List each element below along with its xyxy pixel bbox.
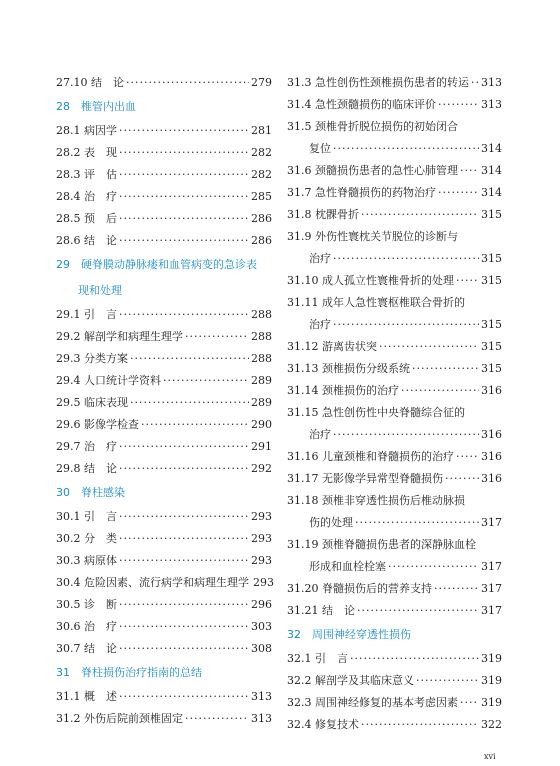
toc-page-number: 313 [481,76,502,89]
toc-entry-title: 28.6 结 论 [56,234,117,247]
toc-page-number: 314 [481,186,502,199]
toc-page-number: 315 [481,340,502,353]
toc-page-number: 314 [481,164,502,177]
dot-leader [119,436,249,458]
dot-leader [412,358,479,380]
toc-right-column [287,72,502,736]
dot-leader [355,512,479,534]
dot-leader [119,616,249,638]
toc-entry-title: 31.13 颈椎损伤分级系统 [287,362,410,375]
toc-entry-title: 31.4 急性颈髓损伤的临床评价 [287,98,436,111]
toc-entry[interactable] [287,138,502,160]
toc-page-number: 285 [251,190,272,203]
toc-entry[interactable] [56,142,272,164]
toc-entry-title: 29.8 结 论 [56,462,117,475]
toc-entry-title: 31.3 急性创伤性颈椎损伤患者的转运 [287,76,469,89]
dot-leader [333,314,479,336]
toc-page-number: 316 [481,450,502,463]
toc-entry-title: 32.3 周围神经修复的基本考虑因素 [287,696,458,709]
toc-entry[interactable] [287,512,502,534]
toc-page-number: 293 [253,576,274,589]
toc-entry[interactable] [56,616,272,638]
toc-page-number: 291 [251,440,272,453]
toc-entry-title: 复位 [309,142,331,155]
chapter-heading: 30 脊柱感染 [56,486,125,499]
toc-page-number: 322 [481,718,502,731]
toc-entry[interactable] [287,670,502,692]
toc-entry[interactable] [287,182,502,204]
toc-entry-title-line [287,116,502,138]
toc-entry-title: 28.3 评 估 [56,168,117,181]
toc-entry[interactable] [56,230,272,252]
toc-page-number: 317 [481,516,502,529]
toc-entry-title: 29.5 临床表现 [56,396,128,409]
dot-leader [333,424,479,446]
toc-page-number: 296 [251,598,272,611]
chapter-heading: 32 周围神经穿透性损伤 [287,628,411,641]
dot-leader [333,138,479,160]
toc-page-number: 319 [481,652,502,665]
toc-page-number: 303 [251,620,272,633]
toc-entry[interactable] [287,94,502,116]
toc-entry-title-line [287,490,502,512]
toc-entry[interactable] [56,572,272,594]
toc-entry[interactable] [287,468,502,490]
toc-entry-title-line [287,226,502,248]
toc-entry-title: 29.7 治 疗 [56,440,117,453]
toc-page-number: 281 [251,124,272,137]
toc-entry[interactable] [287,314,502,336]
toc-entry-title: 29.4 人口统计学资料 [56,374,161,387]
toc-entry-title: 29.6 影像学检查 [56,418,139,431]
toc-entry[interactable] [56,326,272,348]
toc-entry[interactable] [56,186,272,208]
toc-page-number: 316 [481,472,502,485]
toc-entry[interactable] [287,600,502,622]
toc-entry-title-line [287,402,502,424]
toc-entry-title: 28.4 治 疗 [56,190,117,203]
toc-entry-title: 31.2 外伤后院前颈椎固定 [56,712,183,725]
toc-page-number: 315 [481,318,502,331]
toc-page-number: 317 [481,582,502,595]
toc-entry[interactable] [287,446,502,468]
toc-entry[interactable] [287,270,502,292]
dot-leader [416,670,479,692]
dot-leader [460,160,479,182]
toc-page-number: 289 [251,374,272,387]
toc-page-number: 289 [251,396,272,409]
toc-entry-title: 治疗 [309,428,331,441]
toc-entry-title: 32.1 引 言 [287,652,348,665]
toc-entry[interactable] [56,348,272,370]
dot-leader [119,506,249,528]
toc-entry[interactable] [287,248,502,270]
dot-leader [126,72,249,94]
toc-entry-title: 31.11 成年人急性寰枢椎联合骨折的 [287,296,465,309]
dot-leader [163,370,249,392]
toc-entry-title: 30.5 诊 断 [56,598,117,611]
dot-leader [119,594,249,616]
toc-page-number: 313 [251,712,272,725]
toc-entry-title: 29.3 分类方案 [56,352,128,365]
toc-page-number: 315 [481,208,502,221]
toc-left-column [56,72,272,730]
toc-entry-title: 29.2 解剖学和病理生理学 [56,330,183,343]
dot-leader [388,556,479,578]
toc-entry-title: 形成和血栓栓塞 [309,560,386,573]
toc-entry-title: 31.10 成人孤立性寰椎骨折的处理 [287,274,454,287]
toc-entry[interactable] [287,72,502,94]
chapter-heading: 28 椎管内出血 [56,100,136,113]
toc-page-number: 286 [251,212,272,225]
toc-entry-title: 28.2 表 现 [56,146,117,159]
chapter-heading: 29 硬脊膜动静脉瘘和血管病变的急诊表 [56,258,257,271]
dot-leader [119,638,249,660]
toc-entry-title: 31.18 颈椎非穿透性损伤后椎动脉损 [287,494,465,507]
toc-page-number: 315 [481,252,502,265]
toc-page-number: 316 [481,384,502,397]
toc-entry-title: 31.15 急性创伤性中央脊髓综合征的 [287,406,465,419]
toc-entry[interactable] [287,648,502,670]
dot-leader [119,208,249,230]
toc-page-number: 316 [481,428,502,441]
toc-page-number: 293 [251,532,272,545]
toc-page-number: 314 [481,142,502,155]
toc-entry[interactable] [56,594,272,616]
toc-page-number: 319 [481,674,502,687]
toc-page-number: 282 [251,168,272,181]
toc-entry-title: 31.1 概 述 [56,690,117,703]
toc-entry[interactable] [56,208,272,230]
toc-page-number: 315 [481,274,502,287]
toc-entry-title: 30.1 引 言 [56,510,117,523]
dot-leader [460,692,479,714]
page-number: xvi [484,752,496,761]
toc-entry-title: 31.14 颈椎损伤的治疗 [287,384,399,397]
toc-entry-title: 30.6 治 疗 [56,620,117,633]
dot-leader [119,304,249,326]
toc-entry-title: 31.9 外伤性寰枕关节脱位的诊断与 [287,230,458,243]
toc-entry[interactable] [287,578,502,600]
toc-entry-title: 29.1 引 言 [56,308,117,321]
toc-entry[interactable] [56,458,272,480]
toc-entry-title: 28.1 病因学 [56,124,117,137]
toc-page-number: 293 [251,510,272,523]
dot-leader [401,380,479,402]
toc-entry[interactable] [56,686,272,708]
dot-leader [456,446,479,468]
toc-page-number: 292 [251,462,272,475]
toc-entry-title: 30.7 结 论 [56,642,117,655]
dot-leader [438,182,479,204]
dot-leader [130,348,249,370]
toc-entry[interactable] [56,370,272,392]
toc-entry[interactable] [287,424,502,446]
toc-entry-title: 30.2 分 类 [56,532,117,545]
toc-entry-title-line [287,534,502,556]
dot-leader [185,708,249,730]
toc-page-number: 293 [251,554,272,567]
toc-entry-title: 31.12 游离齿状突 [287,340,377,353]
toc-entry-title-line [287,292,502,314]
toc-entry-title: 31.8 枕髁骨折 [287,208,359,221]
toc-entry[interactable] [287,692,502,714]
toc-entry[interactable] [56,72,272,94]
dot-leader [185,326,249,348]
toc-entry-title: 30.3 病原体 [56,554,117,567]
toc-entry[interactable] [56,506,272,528]
toc-page-number: 308 [251,642,272,655]
toc-entry[interactable] [56,708,272,730]
toc-page-number: 279 [251,76,272,89]
toc-page-number: 317 [481,604,502,617]
toc-entry[interactable] [287,204,502,226]
toc-entry[interactable] [287,336,502,358]
dot-leader [333,248,479,270]
toc-page-number: 288 [251,308,272,321]
dot-leader [119,186,249,208]
chapter-heading: 31 脊柱损伤治疗指南的总结 [56,666,202,679]
dot-leader [119,164,249,186]
toc-entry-title: 31.21 结 论 [287,604,355,617]
toc-page-number: 317 [481,560,502,573]
dot-leader [119,686,249,708]
toc-entry[interactable] [287,380,502,402]
dot-leader [361,714,479,736]
toc-entry-title: 31.19 颈椎脊髓损伤患者的深静脉血栓 [287,538,476,551]
toc-entry[interactable] [287,556,502,578]
dot-leader [119,550,249,572]
toc-page-number: 282 [251,146,272,159]
toc-entry[interactable] [56,304,272,326]
toc-entry-title: 30.4 危险因素、流行病学和病理生理学 [56,576,249,589]
toc-entry-title: 28.5 预 后 [56,212,117,225]
toc-page-number: 313 [481,98,502,111]
dot-leader [379,336,479,358]
toc-entry-title: 31.16 儿童颈椎和脊髓损伤的治疗 [287,450,454,463]
toc-entry-title: 31.6 颈髓损伤患者的急性心肺管理 [287,164,458,177]
toc-entry[interactable] [56,120,272,142]
toc-entry[interactable] [56,164,272,186]
toc-page-number: 290 [251,418,272,431]
chapter-heading: 现和处理 [78,284,122,297]
toc-entry[interactable] [287,358,502,380]
dot-leader [350,648,479,670]
toc-entry[interactable] [56,414,272,436]
toc-page-number: 313 [251,690,272,703]
toc-page-number: 288 [251,330,272,343]
dot-leader [456,270,479,292]
dot-leader [119,120,249,142]
toc-entry[interactable] [56,638,272,660]
dot-leader [119,528,249,550]
toc-entry-title: 治疗 [309,318,331,331]
dot-leader [119,230,249,252]
dot-leader [471,72,479,94]
toc-entry-title: 31.7 急性脊髓损伤的药物治疗 [287,186,436,199]
toc-entry[interactable] [56,436,272,458]
toc-entry[interactable] [287,160,502,182]
toc-page-number: 319 [481,696,502,709]
toc-entry[interactable] [56,392,272,414]
dot-leader [119,458,249,480]
toc-entry-title: 伤的处理 [309,516,353,529]
toc-page-number: 315 [481,362,502,375]
toc-page-number: 286 [251,234,272,247]
toc-entry-title: 32.2 解剖学及其临床意义 [287,674,414,687]
toc-entry-title: 31.5 颈椎骨折脱位损伤的初始闭合 [287,120,458,133]
dot-leader [357,600,479,622]
dot-leader [445,468,479,490]
toc-entry-title: 32.4 修复技术 [287,718,359,731]
dot-leader [130,392,249,414]
dot-leader [438,94,479,116]
toc-entry-title: 治疗 [309,252,331,265]
dot-leader [141,414,249,436]
toc-entry[interactable] [287,714,502,736]
toc-entry-title: 31.20 脊髓损伤后的营养支持 [287,582,432,595]
toc-entry[interactable] [56,528,272,550]
dot-leader [434,578,479,600]
toc-entry[interactable] [56,550,272,572]
toc-page-number: 288 [251,352,272,365]
dot-leader [361,204,479,226]
toc-entry-title: 27.10 结 论 [56,76,124,89]
toc-entry-title: 31.17 无影像学异常型脊髓损伤 [287,472,443,485]
dot-leader [119,142,249,164]
